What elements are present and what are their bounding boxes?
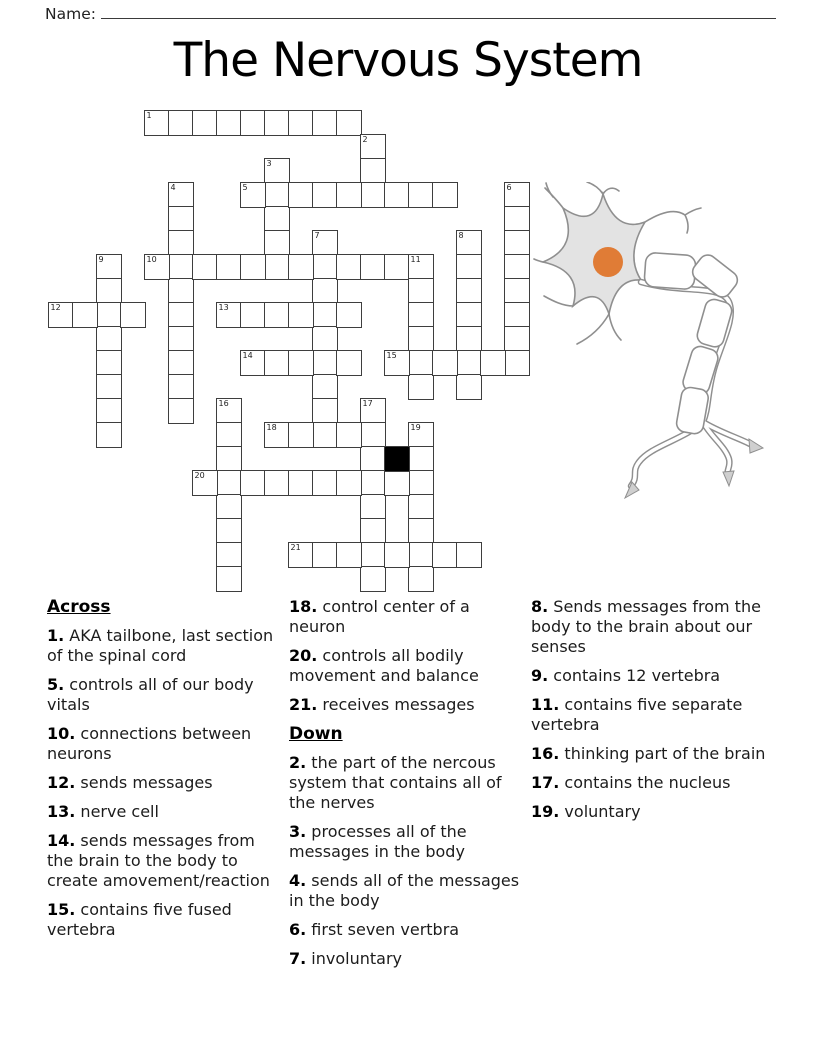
clue-number: 6. bbox=[289, 920, 307, 939]
grid-cell-r9c5[interactable] bbox=[168, 326, 194, 352]
grid-cell-r15c9[interactable] bbox=[264, 470, 290, 496]
down-heading: Down bbox=[289, 724, 343, 744]
grid-cell-r17c13[interactable] bbox=[360, 518, 386, 544]
grid-cell-r7c11[interactable] bbox=[312, 278, 338, 304]
clue-number: 8. bbox=[531, 597, 549, 616]
cell-number-10: 10 bbox=[146, 255, 157, 264]
grid-cell-r14c15[interactable] bbox=[408, 446, 434, 472]
grid-cell-r0c9[interactable] bbox=[264, 110, 290, 136]
cell-number-20: 20 bbox=[194, 471, 205, 480]
grid-cell-r8c12[interactable] bbox=[336, 302, 362, 328]
grid-cell-r19c13[interactable] bbox=[360, 566, 386, 592]
grid-cell-r5c19[interactable] bbox=[504, 230, 530, 256]
clue-number: 5. bbox=[47, 675, 65, 694]
grid-cell-r4c9[interactable] bbox=[264, 206, 290, 232]
grid-cell-r12c5[interactable] bbox=[168, 398, 194, 424]
clue-number: 2. bbox=[289, 753, 307, 772]
grid-cell-r8c17[interactable] bbox=[456, 302, 482, 328]
clue-19: 19. voluntary bbox=[531, 802, 641, 821]
across-heading: Across bbox=[47, 597, 111, 617]
grid-cell-r0c7[interactable] bbox=[216, 110, 242, 136]
clue-20: 20. controls all bodily movement and balance bbox=[289, 646, 479, 685]
cell-number-5: 5 bbox=[242, 183, 248, 192]
grid-cell-r13c15[interactable] bbox=[408, 422, 434, 448]
name-label: Name: bbox=[45, 5, 96, 23]
grid-cell-r18c12[interactable] bbox=[336, 542, 362, 568]
grid-cell-r3c19[interactable] bbox=[504, 182, 530, 208]
clue-number: 15. bbox=[47, 900, 76, 919]
grid-cell-r10c8[interactable] bbox=[240, 350, 266, 376]
grid-cell-r10c9[interactable] bbox=[264, 350, 290, 376]
grid-cell-r10c15[interactable] bbox=[408, 350, 434, 376]
clue-4: 4. sends all of the messages in the body bbox=[289, 871, 520, 910]
grid-cell-r7c5[interactable] bbox=[168, 278, 194, 304]
grid-cell-r5c5[interactable] bbox=[168, 230, 194, 256]
clue-8: 8. Sends messages from the body to the brain about our senses bbox=[531, 597, 761, 656]
grid-cell-r11c2[interactable] bbox=[96, 374, 122, 400]
grid-cell-r15c7[interactable] bbox=[216, 470, 242, 496]
grid-cell-r18c17[interactable] bbox=[456, 542, 482, 568]
grid-cell-r15c14[interactable] bbox=[384, 470, 410, 496]
grid-cell-r3c5[interactable] bbox=[168, 182, 194, 208]
grid-cell-r18c15[interactable] bbox=[408, 542, 434, 568]
grid-cell-r18c11[interactable] bbox=[312, 542, 338, 568]
grid-cell-r5c9[interactable] bbox=[264, 230, 290, 256]
grid-cell-r15c12[interactable] bbox=[336, 470, 362, 496]
grid-cell-r8c8[interactable] bbox=[240, 302, 266, 328]
grid-cell-r13c2[interactable] bbox=[96, 422, 122, 448]
grid-cell-r3c10[interactable] bbox=[288, 182, 314, 208]
cell-number-12: 12 bbox=[50, 303, 61, 312]
grid-cell-r2c13[interactable] bbox=[360, 158, 386, 184]
grid-cell-r3c16[interactable] bbox=[432, 182, 458, 208]
clue-10: 10. connections between neurons bbox=[47, 724, 252, 763]
clue-number: 19. bbox=[531, 802, 560, 821]
clue-number: 9. bbox=[531, 666, 549, 685]
cell-number-21: 21 bbox=[290, 543, 301, 552]
grid-cell-r6c5[interactable] bbox=[168, 254, 194, 280]
grid-cell-r11c17[interactable] bbox=[456, 374, 482, 400]
grid-cell-r9c19[interactable] bbox=[504, 326, 530, 352]
cell-number-9: 9 bbox=[98, 255, 104, 264]
clue-12: 12. sends messages bbox=[47, 773, 213, 792]
clues-column-left bbox=[47, 597, 281, 949]
grid-cell-r10c5[interactable] bbox=[168, 350, 194, 376]
clue-number: 3. bbox=[289, 822, 307, 841]
grid-cell-r8c1[interactable] bbox=[72, 302, 98, 328]
cell-number-4: 4 bbox=[170, 183, 176, 192]
grid-cell-r6c8[interactable] bbox=[240, 254, 266, 280]
grid-cell-r15c13[interactable] bbox=[360, 470, 386, 496]
grid-cell-r8c0[interactable] bbox=[48, 302, 74, 328]
neuron-illustration bbox=[533, 182, 778, 512]
grid-cell-r12c2[interactable] bbox=[96, 398, 122, 424]
grid-cell-r7c2[interactable] bbox=[96, 278, 122, 304]
cell-number-6: 6 bbox=[506, 183, 512, 192]
clue-number: 14. bbox=[47, 831, 76, 850]
clue-17: 17. contains the nucleus bbox=[531, 773, 731, 792]
grid-cell-r16c7[interactable] bbox=[216, 494, 242, 520]
cell-number-14: 14 bbox=[242, 351, 253, 360]
grid-cell-r17c7[interactable] bbox=[216, 518, 242, 544]
grid-cell-r8c9[interactable] bbox=[264, 302, 290, 328]
grid-cell-r12c13[interactable] bbox=[360, 398, 386, 424]
grid-cell-r6c19[interactable] bbox=[504, 254, 530, 280]
grid-cell-r1c13[interactable] bbox=[360, 134, 386, 160]
black-cell bbox=[384, 446, 410, 472]
grid-cell-r12c7[interactable] bbox=[216, 398, 242, 424]
grid-cell-r8c15[interactable] bbox=[408, 302, 434, 328]
grid-cell-r10c10[interactable] bbox=[288, 350, 314, 376]
grid-cell-r14c13[interactable] bbox=[360, 446, 386, 472]
clue-number: 21. bbox=[289, 695, 318, 714]
cell-number-16: 16 bbox=[218, 399, 229, 408]
grid-cell-r6c9[interactable] bbox=[264, 254, 290, 280]
name-underline[interactable] bbox=[101, 3, 776, 19]
grid-cell-r0c5[interactable] bbox=[168, 110, 194, 136]
grid-cell-r11c15[interactable] bbox=[408, 374, 434, 400]
grid-cell-r8c7[interactable] bbox=[216, 302, 242, 328]
clue-number: 20. bbox=[289, 646, 318, 665]
grid-cell-r3c9[interactable] bbox=[264, 182, 290, 208]
grid-cell-r16c13[interactable] bbox=[360, 494, 386, 520]
grid-cell-r5c17[interactable] bbox=[456, 230, 482, 256]
axon-terminals bbox=[625, 439, 763, 498]
clue-7: 7. involuntary bbox=[289, 949, 402, 968]
grid-cell-r3c12[interactable] bbox=[336, 182, 362, 208]
clue-number: 7. bbox=[289, 949, 307, 968]
grid-cell-r13c9[interactable] bbox=[264, 422, 290, 448]
grid-cell-r8c11[interactable] bbox=[312, 302, 338, 328]
grid-cell-r18c7[interactable] bbox=[216, 542, 242, 568]
clue-11: 11. contains five separate vertebra bbox=[531, 695, 743, 734]
grid-cell-r10c14[interactable] bbox=[384, 350, 410, 376]
page-title: The Nervous System bbox=[173, 33, 643, 88]
clue-21: 21. receives messages bbox=[289, 695, 475, 714]
clue-16: 16. thinking part of the brain bbox=[531, 744, 766, 763]
grid-cell-r19c7[interactable] bbox=[216, 566, 242, 592]
grid-cell-r9c2[interactable] bbox=[96, 326, 122, 352]
clue-6: 6. first seven vertbra bbox=[289, 920, 460, 939]
clues-column-right bbox=[531, 597, 771, 831]
grid-cell-r2c9[interactable] bbox=[264, 158, 290, 184]
grid-cell-r18c10[interactable] bbox=[288, 542, 314, 568]
grid-cell-r6c14[interactable] bbox=[384, 254, 410, 280]
cell-number-18: 18 bbox=[266, 423, 277, 432]
clue-9: 9. contains 12 vertebra bbox=[531, 666, 721, 685]
grid-cell-r9c15[interactable] bbox=[408, 326, 434, 352]
grid-cell-r6c2[interactable] bbox=[96, 254, 122, 280]
cell-number-1: 1 bbox=[146, 111, 152, 120]
grid-cell-r19c15[interactable] bbox=[408, 566, 434, 592]
clue-number: 17. bbox=[531, 773, 560, 792]
grid-cell-r8c10[interactable] bbox=[288, 302, 314, 328]
grid-cell-r13c7[interactable] bbox=[216, 422, 242, 448]
nucleus bbox=[593, 247, 623, 277]
clue-1: 1. AKA tailbone, last section of the spinal cord bbox=[47, 626, 274, 665]
grid-cell-r18c14[interactable] bbox=[384, 542, 410, 568]
grid-cell-r3c15[interactable] bbox=[408, 182, 434, 208]
grid-cell-r11c5[interactable] bbox=[168, 374, 194, 400]
grid-cell-r7c19[interactable] bbox=[504, 278, 530, 304]
grid-cell-r6c7[interactable] bbox=[216, 254, 242, 280]
grid-cell-r13c13[interactable] bbox=[360, 422, 386, 448]
clue-number: 10. bbox=[47, 724, 76, 743]
grid-cell-r10c12[interactable] bbox=[336, 350, 362, 376]
grid-cell-r4c19[interactable] bbox=[504, 206, 530, 232]
myelin-sheaths bbox=[644, 251, 741, 435]
grid-cell-r8c2[interactable] bbox=[96, 302, 122, 328]
grid-cell-r12c11[interactable] bbox=[312, 398, 338, 424]
grid-cell-r15c10[interactable] bbox=[288, 470, 314, 496]
grid-cell-r17c15[interactable] bbox=[408, 518, 434, 544]
grid-cell-r6c4[interactable] bbox=[144, 254, 170, 280]
grid-cell-r10c16[interactable] bbox=[432, 350, 458, 376]
grid-cell-r10c19[interactable] bbox=[504, 350, 530, 376]
grid-cell-r10c2[interactable] bbox=[96, 350, 122, 376]
grid-cell-r3c11[interactable] bbox=[312, 182, 338, 208]
grid-cell-r6c15[interactable] bbox=[408, 254, 434, 280]
grid-cell-r0c11[interactable] bbox=[312, 110, 338, 136]
clue-2: 2. the part of the nercous system that contains all of the nerves bbox=[289, 753, 502, 812]
grid-cell-r8c5[interactable] bbox=[168, 302, 194, 328]
grid-cell-r15c11[interactable] bbox=[312, 470, 338, 496]
cell-number-3: 3 bbox=[266, 159, 272, 168]
grid-cell-r15c6[interactable] bbox=[192, 470, 218, 496]
clue-15: 15. contains five fused vertebra bbox=[47, 900, 232, 939]
clue-number: 18. bbox=[289, 597, 318, 616]
grid-cell-r18c13[interactable] bbox=[360, 542, 386, 568]
clue-number: 13. bbox=[47, 802, 76, 821]
grid-cell-r13c12[interactable] bbox=[336, 422, 362, 448]
clue-number: 1. bbox=[47, 626, 65, 645]
cell-number-13: 13 bbox=[218, 303, 229, 312]
clue-number: 4. bbox=[289, 871, 307, 890]
grid-cell-r9c11[interactable] bbox=[312, 326, 338, 352]
cell-number-17: 17 bbox=[362, 399, 373, 408]
grid-cell-r4c5[interactable] bbox=[168, 206, 194, 232]
grid-cell-r0c10[interactable] bbox=[288, 110, 314, 136]
grid-cell-r6c17[interactable] bbox=[456, 254, 482, 280]
grid-cell-r3c8[interactable] bbox=[240, 182, 266, 208]
clue-5: 5. controls all of our body vitals bbox=[47, 675, 254, 714]
clue-3: 3. processes all of the messages in the body bbox=[289, 822, 467, 861]
grid-cell-r6c13[interactable] bbox=[360, 254, 386, 280]
grid-cell-r10c18[interactable] bbox=[480, 350, 506, 376]
grid-cell-r7c15[interactable] bbox=[408, 278, 434, 304]
grid-cell-r15c8[interactable] bbox=[240, 470, 266, 496]
clue-13: 13. nerve cell bbox=[47, 802, 159, 821]
grid-cell-r0c12[interactable] bbox=[336, 110, 362, 136]
clue-number: 16. bbox=[531, 744, 560, 763]
clue-number: 12. bbox=[47, 773, 76, 792]
clue-18: 18. control center of a neuron bbox=[289, 597, 470, 636]
grid-cell-r7c17[interactable] bbox=[456, 278, 482, 304]
grid-cell-r8c19[interactable] bbox=[504, 302, 530, 328]
grid-cell-r0c8[interactable] bbox=[240, 110, 266, 136]
grid-cell-r6c12[interactable] bbox=[336, 254, 362, 280]
grid-cell-r5c11[interactable] bbox=[312, 230, 338, 256]
grid-cell-r0c6[interactable] bbox=[192, 110, 218, 136]
grid-cell-r13c10[interactable] bbox=[288, 422, 314, 448]
grid-cell-r9c17[interactable] bbox=[456, 326, 482, 352]
grid-cell-r6c10[interactable] bbox=[288, 254, 314, 280]
grid-cell-r6c6[interactable] bbox=[192, 254, 218, 280]
grid-cell-r16c15[interactable] bbox=[408, 494, 434, 520]
grid-cell-r10c11[interactable] bbox=[312, 350, 338, 376]
clue-number: 11. bbox=[531, 695, 560, 714]
grid-cell-r18c16[interactable] bbox=[432, 542, 458, 568]
cell-number-2: 2 bbox=[362, 135, 368, 144]
grid-cell-r3c14[interactable] bbox=[384, 182, 410, 208]
grid-cell-r0c4[interactable] bbox=[144, 110, 170, 136]
cell-number-15: 15 bbox=[386, 351, 397, 360]
grid-cell-r15c15[interactable] bbox=[408, 470, 434, 496]
soma bbox=[543, 194, 645, 314]
grid-cell-r10c17[interactable] bbox=[456, 350, 482, 376]
grid-cell-r11c11[interactable] bbox=[312, 374, 338, 400]
grid-cell-r6c11[interactable] bbox=[312, 254, 338, 280]
grid-cell-r13c11[interactable] bbox=[312, 422, 338, 448]
grid-cell-r14c7[interactable] bbox=[216, 446, 242, 472]
clues-column-middle bbox=[289, 597, 523, 978]
cell-number-8: 8 bbox=[458, 231, 464, 240]
clue-14: 14. sends messages from the brain to the body to create amovement/reaction bbox=[47, 831, 270, 890]
cell-number-11: 11 bbox=[410, 255, 421, 264]
cell-number-7: 7 bbox=[314, 231, 320, 240]
grid-cell-r3c13[interactable] bbox=[360, 182, 386, 208]
cell-number-19: 19 bbox=[410, 423, 421, 432]
grid-cell-r8c3[interactable] bbox=[120, 302, 146, 328]
name-row bbox=[45, 3, 776, 23]
